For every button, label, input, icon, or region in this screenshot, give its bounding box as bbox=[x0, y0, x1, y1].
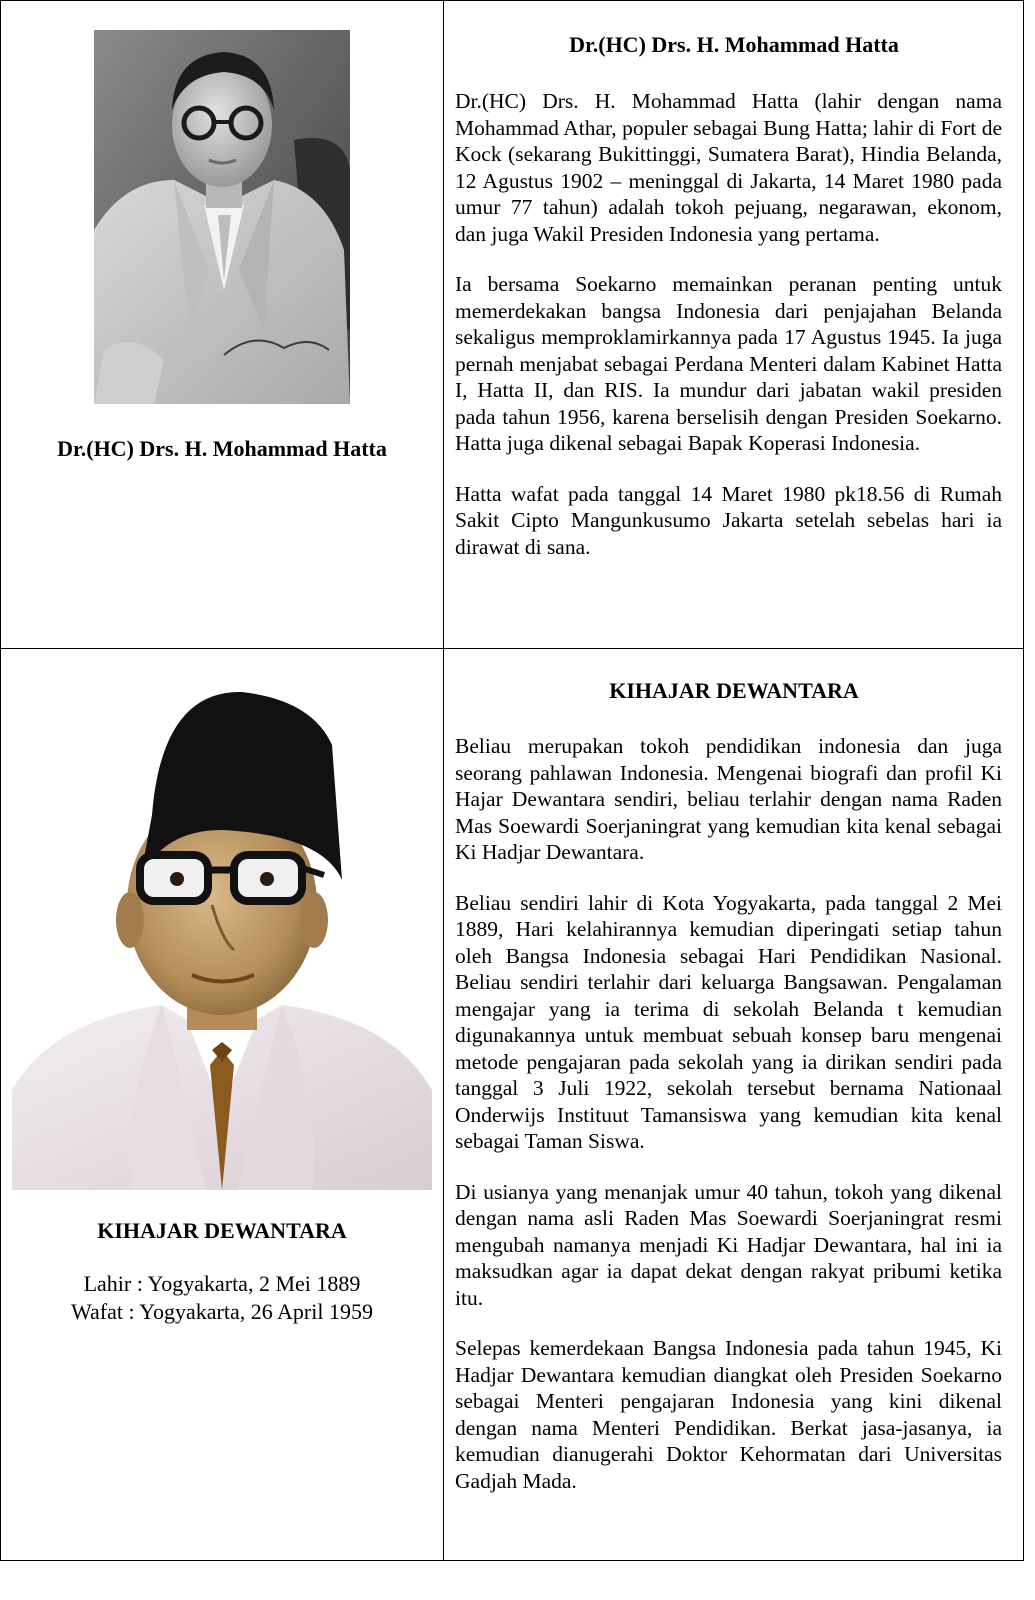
dewantara-paragraph: Di usianya yang menanjak umur 40 tahun, tokoh yang dikenal dengan nama asli Raden Mas Soewardi Soerjaningrat resmi mengubah namanya menjadi Ki Hadjar Dewantara, hal ini ia maksudkan agar ia dapat dekat dengan rakyat pribumi ketika itu. bbox=[455, 1179, 1002, 1310]
dewantara-photo-caption: KIHAJAR DEWANTARA bbox=[97, 1218, 347, 1243]
dewantara-paragraph: Beliau sendiri lahir di Kota Yogyakarta, pada tanggal 2 Mei 1889, Hari kelahirannya kemudian diperingati setiap tahun oleh Bangsa Indonesia sebagai Hari Pendidikan Nasional. Beliau sendiri terlahir dari keluarga Bangsawan. Pengalaman mengajar yang ia terima di sekolah Belanda t kemudian digunakannya untuk membuat sebuah konsep baru mengenai metode pengajaran pada sekolah yang ia dirikan sendiri pada tanggal 3 Juli 1922, sekolah tersebut bernama Nationaal Onderwijs Instituut Tamansiswa yang kemudian kita kenal sebagai Taman Siswa. bbox=[455, 890, 1002, 1153]
dewantara-bio-text bbox=[455, 733, 1002, 1518]
hatta-paragraph: Hatta wafat pada tanggal 14 Maret 1980 pk18.56 di Rumah Sakit Cipto Mangunkusumo Jakarta setelah sebelas hari ia dirawat di sana. bbox=[455, 481, 1002, 559]
dewantara-bio-title: KIHAJAR DEWANTARA bbox=[609, 678, 859, 703]
dewantara-life-dates bbox=[2, 1270, 442, 1326]
dewantara-paragraph: Selepas kemerdekaan Bangsa Indonesia pada tahun 1945, Ki Hadjar Dewantara kemudian diangkat oleh Presiden Soekarno sebagai Menteri pengajaran Indonesia yang kini dikenal dengan nama Menteri Pendidikan. Berkat jasa-jasanya, ia kemudian dianugerahi Doktor Kehormatan dari Universitas Gadjah Mada. bbox=[455, 1336, 1002, 1493]
dewantara-portrait-drawing bbox=[12, 690, 432, 1190]
dewantara-paragraph: Beliau merupakan tokoh pendidikan indonesia dan juga seorang pahlawan Indonesia. Mengenai biografi dan profil Ki Hajar Dewantara sendiri, beliau terlahir dengan nama Raden Mas Soewardi Soerjaningrat yang kemudian kita kenal sebagai Ki Hadjar Dewantara. bbox=[455, 734, 1002, 864]
hatta-photo-caption: Dr.(HC) Drs. H. Mohammad Hatta bbox=[57, 436, 387, 461]
hatta-paragraph: Dr.(HC) Drs. H. Mohammad Hatta (lahir dengan nama Mohammad Athar, populer sebagai Bung Hatta; lahir di Fort de Kock (sekarang Bukittinggi, Sumatera Barat), Hindia Belanda, 12 Agustus 1902 – meninggal di Jakarta, 14 Maret 1980 pada umur 77 tahun) adalah tokoh pejuang, negarawan, ekonom, dan juga Wakil Presiden Indonesia yang pertama. bbox=[455, 89, 1002, 246]
hatta-portrait-drawing bbox=[94, 30, 350, 404]
dewantara-born: Lahir : Yogyakarta, 2 Mei 1889 bbox=[83, 1271, 361, 1296]
hatta-paragraph: Ia bersama Soekarno memainkan peranan penting untuk memerdekakan bangsa Indonesia dari penjajahan Belanda sekaligus memproklamirkannya pada 17 Agustus 1945. Ia juga pernah menjabat sebagai Perdana Menteri dalam Kabinet Hatta I, Hatta II, dan RIS. Ia mundur dari jabatan wakil presiden pada tahun 1956, karena berselisih dengan Presiden Soekarno. Hatta juga dikenal sebagai Bapak Koperasi Indonesia. bbox=[455, 272, 1002, 455]
hatta-portrait bbox=[94, 30, 350, 404]
dewantara-died: Wafat : Yogyakarta, 26 April 1959 bbox=[71, 1299, 373, 1324]
hatta-bio-title: Dr.(HC) Drs. H. Mohammad Hatta bbox=[569, 32, 899, 57]
hatta-bio-text bbox=[455, 88, 1002, 584]
dewantara-portrait bbox=[12, 690, 432, 1190]
